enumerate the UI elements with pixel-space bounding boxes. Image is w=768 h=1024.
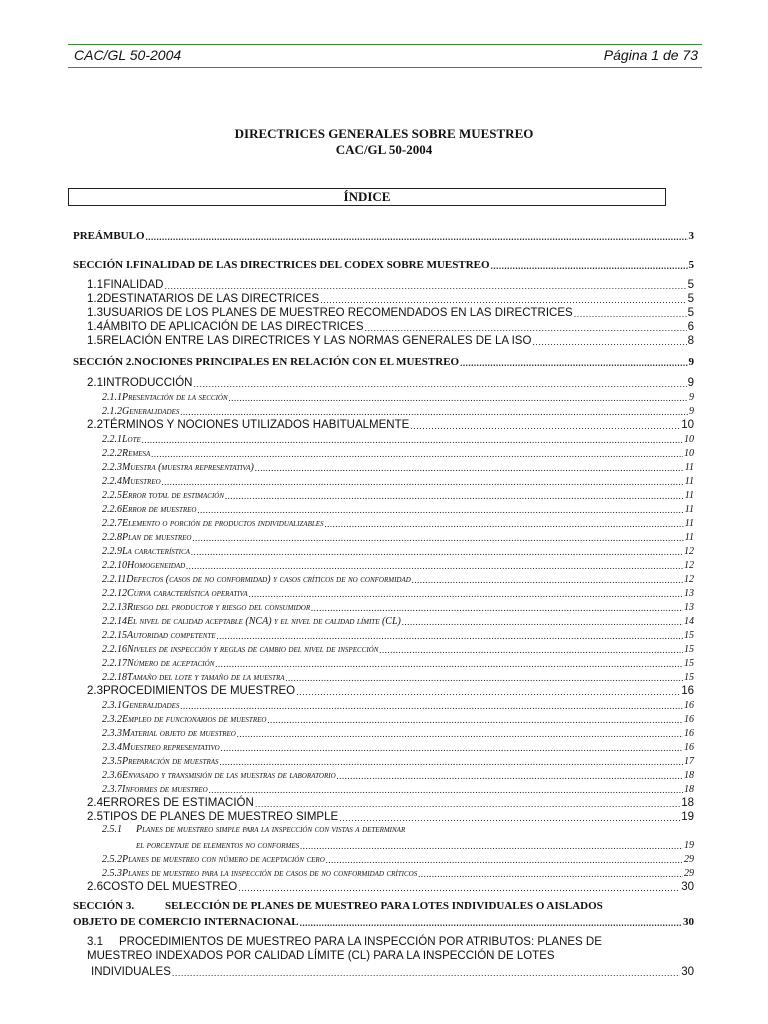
toc-entry-section-2[interactable]: SECCIÓN 2. NOCIONES PRINCIPALES EN RELACIÓN CON EL MUESTREO ..... 9	[73, 354, 694, 368]
toc-entry-2-5-1-line1[interactable]: 2.5.1 Planes de muestreo simple para la inspección con vistas a determinar	[102, 824, 406, 835]
toc-entry-section-1[interactable]: SECCIÓN I. FINALIDAD DE LAS DIRECTRICES DEL CODEX SOBRE MUESTREO ..... 5	[73, 257, 694, 271]
toc-entry-preambulo[interactable]: PREÁMBULO ..... 3	[73, 228, 694, 242]
toc-entry-2-2-1[interactable]: 2.2.1 Lote ..... 10	[102, 431, 694, 445]
toc-entry-1-5[interactable]: 1.5 RELACIÓN ENTRE LAS DIRECTRICES Y LAS NORMAS GENERALES DE LA ISO ..... 8	[87, 333, 694, 347]
toc-entry-2-2-13[interactable]: 2.2.13 Riesgo del productor y riesgo del consumidor ..... 13	[102, 599, 694, 613]
toc-entry-section-3-line1[interactable]: SECCIÓN 3. SELECCIÓN DE PLANES DE MUESTREO PARA LOTES INDIVIDUALES O AISLADOS	[73, 900, 603, 912]
toc-entry-3-1-line1[interactable]: 3.1 PROCEDIMIENTOS DE MUESTREO PARA LA INSPECCIÓN POR ATRIBUTOS: PLANES DE	[87, 936, 602, 948]
toc-entry-2-2-2[interactable]: 2.2.2 Remesa ..... 10	[102, 445, 694, 459]
document-code: CAC/GL 50-2004	[74, 47, 182, 63]
toc-entry-3-1-line2: MUESTREO INDEXADOS POR CALIDAD LÍMITE (CL) PARA LA INSPECCIÓN DE LOTES	[87, 950, 555, 962]
toc-entry-2-3-3[interactable]: 2.3.3 Material objeto de muestreo ..... 16	[102, 725, 694, 739]
toc-entry-2-3-5[interactable]: 2.3.5 Preparación de muestras ..... 17	[102, 753, 694, 767]
toc-entry-2-2-10[interactable]: 2.2.10 Homogeneidad ..... 12	[102, 557, 694, 571]
toc-entry-2-5-1-line2[interactable]: el porcentaje de elementos no conformes ..... 19	[136, 837, 694, 851]
toc-entry-2-3-6[interactable]: 2.3.6 Envasado y transmisión de las muestras de laboratorio ..... 18	[102, 767, 694, 781]
toc-entry-section-3-line2[interactable]: OBJETO DE COMERCIO INTERNACIONAL ..... 30	[73, 914, 694, 928]
toc-entry-2-3-2[interactable]: 2.3.2 Empleo de funcionarios de muestreo ..... 16	[102, 711, 694, 725]
toc-entry-2-2-12[interactable]: 2.2.12 Curva característica operativa ..... 13	[102, 585, 694, 599]
toc-entry-2-2[interactable]: 2.2 TÉRMINOS Y NOCIONES UTILIZADOS HABITUALMENTE ..... 10	[87, 417, 694, 431]
toc-entry-1-1[interactable]: 1.1 FINALIDAD ..... 5	[87, 277, 694, 291]
toc-entry-2-3-7[interactable]: 2.3.7 Informes de muestreo ..... 18	[102, 781, 694, 795]
toc-entry-2-2-15[interactable]: 2.2.15 Autoridad competente ..... 15	[102, 627, 694, 641]
toc-entry-2-2-11[interactable]: 2.2.11 Defectos (casos de no conformidad) y casos críticos de no conformidad ..... 12	[102, 571, 694, 585]
toc-entry-3-1-line3[interactable]: INDIVIDUALES ..... 30	[91, 964, 694, 978]
page-number: Página 1 de 73	[603, 47, 698, 63]
toc-entry-2-5-2[interactable]: 2.5.2 Planes de muestreo con número de aceptación cero ..... 29	[102, 851, 694, 865]
toc-entry-2-3[interactable]: 2.3 PROCEDIMIENTOS DE MUESTREO ..... 16	[87, 683, 694, 697]
toc-entry-2-6[interactable]: 2.6 COSTO DEL MUESTREO ..... 30	[87, 879, 694, 893]
toc-entry-1-3[interactable]: 1.3 USUARIOS DE LOS PLANES DE MUESTREO RECOMENDADOS EN LAS DIRECTRICES ..... 5	[87, 305, 694, 319]
toc-entry-2-2-18[interactable]: 2.2.18 Tamaño del lote y tamaño de la muestra ..... 15	[102, 669, 694, 683]
toc-entry-2-1-2[interactable]: 2.1.2 Generalidades ..... 9	[102, 403, 694, 417]
toc-entry-2-2-3[interactable]: 2.2.3 Muestra (muestra representativa) ..... 11	[102, 459, 694, 473]
toc-entry-2-2-7[interactable]: 2.2.7 Elemento o porción de productos individualizables ..... 11	[102, 515, 694, 529]
toc-entry-2-2-8[interactable]: 2.2.8 Plan de muestreo ..... 11	[102, 529, 694, 543]
index-heading: ÍNDICE	[68, 188, 666, 206]
document-subtitle: CAC/GL 50-2004	[335, 142, 433, 157]
toc-entry-2-4[interactable]: 2.4 ERRORES DE ESTIMACIÓN ..... 18	[87, 795, 694, 809]
toc-entry-1-2[interactable]: 1.2 DESTINATARIOS DE LAS DIRECTRICES ..... 5	[87, 291, 694, 305]
toc-entry-2-1-1[interactable]: 2.1.1 Presentación de la sección ..... 9	[102, 389, 694, 403]
toc-entry-1-4[interactable]: 1.4 ÁMBITO DE APLICACIÓN DE LAS DIRECTRICES ..... 6	[87, 319, 694, 333]
toc-entry-2-3-4[interactable]: 2.3.4 Muestreo representativo ..... 16	[102, 739, 694, 753]
toc-entry-2-2-6[interactable]: 2.2.6 Error de muestreo ..... 11	[102, 501, 694, 515]
toc-entry-2-5[interactable]: 2.5 TIPOS DE PLANES DE MUESTREO SIMPLE ..... 19	[87, 809, 694, 823]
toc-entry-2-2-9[interactable]: 2.2.9 La característica ..... 12	[102, 543, 694, 557]
document-title: DIRECTRICES GENERALES SOBRE MUESTREO	[234, 126, 534, 141]
toc-entry-2-2-4[interactable]: 2.2.4 Muestreo ..... 11	[102, 473, 694, 487]
toc-entry-2-2-14[interactable]: 2.2.14 El nivel de calidad aceptable (NCA) y el nivel de calidad límite (CL) ..... 14	[102, 613, 694, 627]
toc-entry-2-2-17[interactable]: 2.2.17 Número de aceptación ..... 15	[102, 655, 694, 669]
toc-entry-2-2-16[interactable]: 2.2.16 Niveles de inspección y reglas de cambio del nivel de inspección ..... 15	[102, 641, 694, 655]
toc-entry-2-3-1[interactable]: 2.3.1 Generalidades ..... 16	[102, 697, 694, 711]
toc-entry-2-1[interactable]: 2.1 INTRODUCCIÓN ..... 9	[87, 375, 694, 389]
toc-entry-2-2-5[interactable]: 2.2.5 Error total de estimación ..... 11	[102, 487, 694, 501]
toc-entry-2-5-3[interactable]: 2.5.3 Planes de muestreo para la inspección de casos de no conformidad críticos ..... 29	[102, 865, 694, 879]
